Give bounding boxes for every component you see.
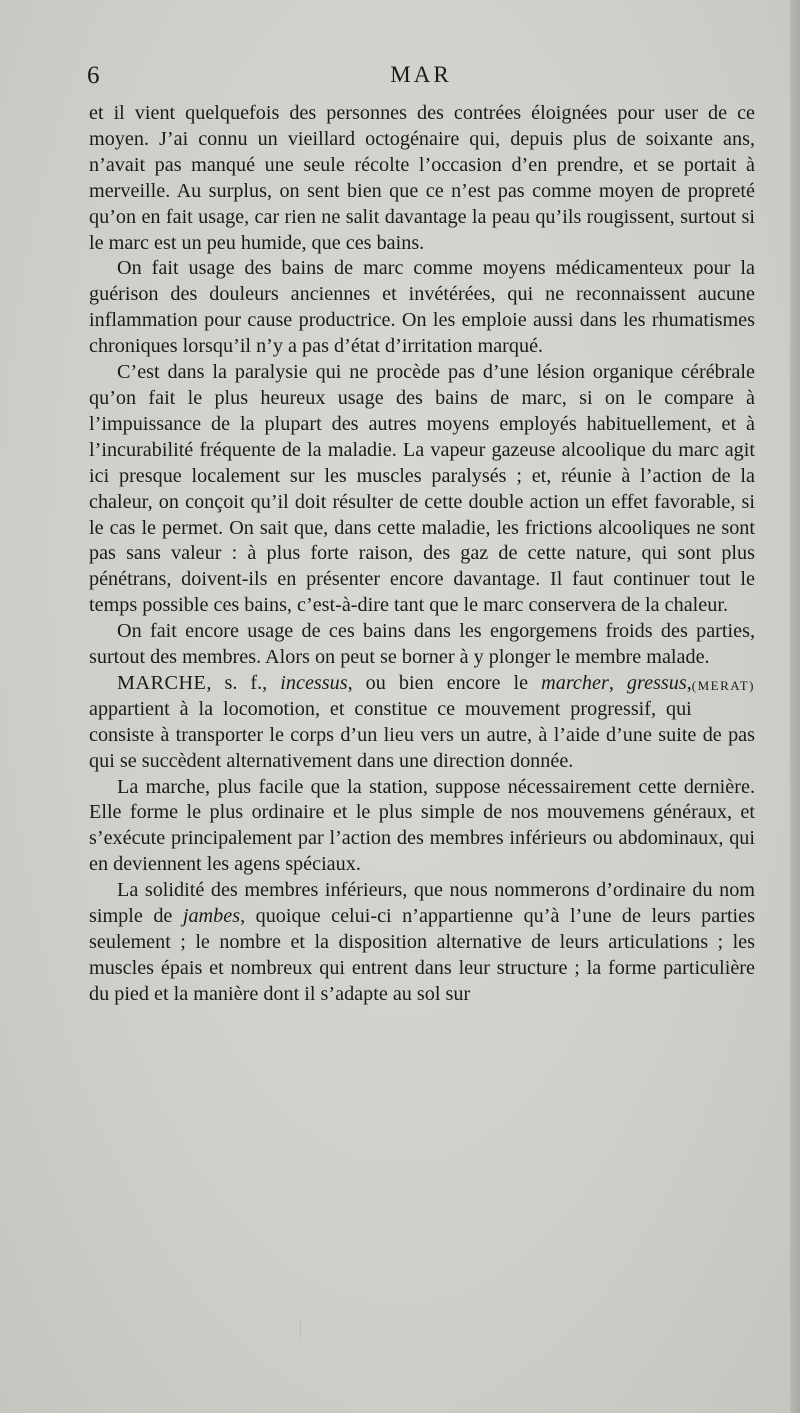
paragraph-text: La solidité des membres inférieurs, que nous nommerons d’ordinaire du nom simple de xyxy=(89,879,755,928)
entry-text: , ou bien encore le xyxy=(347,671,542,694)
paragraph: On fait usage des bains de marc comme moyens médicamenteux pour la guérison des douleurs anciennes et invétérées, qui ne reconnaissent aucune inflammation pour cause productrice. On les emploie aussi dans les rhumatismes chroniques lorsqu’il n’y a pas d’état d’irritation marqué. xyxy=(89,257,755,358)
entry-alt-term: marcher xyxy=(541,671,609,694)
paragraph: et il vient quelquefois des personnes des contrées éloignées pour user de ce moyen. J’ai connu un vieillard octogénaire qui, depuis plus de soixante ans, n’avait pas manqué une seule récolte l’occasion d’en prendre, et se portait à merveille. Au surplus, on sent bien que ce n’est pas comme moyen de propreté qu’on en fait usage, car rien ne salit davantage la peau qu’ils rougissent, surtout si le marc est un peu humide, que ces bains. xyxy=(89,102,755,254)
paragraph-text: On fait encore usage de ces bains dans les engorgemens froids des parties, surtout des membres. Alors on peut se borner à y plonger le membre malade. xyxy=(89,620,755,669)
running-head xyxy=(87,62,755,96)
entry-grammar: , s. f., xyxy=(206,671,281,694)
paragraph: La marche, plus facile que la station, suppose nécessairement cette dernière. Elle forme le plus ordinaire et le plus simple de nos mouvemens généraux, et s’exécute principalement par l’action des membres inférieurs ou abdominaux, qui en deviennent les agens spéciaux. xyxy=(89,775,755,876)
paper-mark xyxy=(300,1320,307,1338)
page-edge xyxy=(790,0,800,1413)
body-text xyxy=(89,101,755,1008)
entry-latin: incessus xyxy=(280,671,348,694)
paragraph xyxy=(89,878,755,1008)
italic-term: jambes xyxy=(182,905,241,928)
paragraph: C’est dans la paralysie qui ne procède pas d’une lésion organique cérébrale qu’on fait le plus heureux usage des bains de marc, si on le compare à l’impuissance de la plupart des autres moyens employés habituellement, et à l’incurabilité fréquente de la maladie. La vapeur gazeuse alcoolique du marc agit ici presque localement sur les muscles paralysés ; et, réunie à l’action de la chaleur, on conçoit qu’il doit résulter de cette double action un effet favorable, si le cas le permet. On sait que, dans cette maladie, les frictions alcooliques ne sont pas sans valeur : à plus forte raison, des gaz de cette nature, qui sont plus pénétrans, doivent-ils en présenter encore davantage. Il faut continuer tout le temps possible ces bains, c’est-à-dire tant que le marc conservera de la chaleur. xyxy=(89,361,755,617)
paragraph-text: , quoique celui-ci n’appartienne qu’à l’une de leurs parties seulement ; le nombre et la disposition alternative de leurs articulations ; les muscles épais et nombreux qui entrent dans leur structure ; la forme particulière du pied et la manière dont il s’adapte au sol sur xyxy=(89,905,755,1005)
entry-separator: , xyxy=(608,671,627,694)
entry-definition: , appartient à la locomotion, et constitue ce mouvement progressif, qui consiste à transporter le corps d’un lieu vers un autre, à l’aide d’une suite de pas qui se succèdent alternativement dans une direction donnée. xyxy=(89,671,755,772)
dictionary-entry xyxy=(89,671,755,775)
entry-alt-latin: gressus xyxy=(626,671,687,694)
page-number: 6 xyxy=(87,62,100,89)
entry-headword: MARCHE xyxy=(117,671,207,694)
running-title: MAR xyxy=(390,62,452,87)
author-signature: (MERAT) xyxy=(691,677,755,693)
